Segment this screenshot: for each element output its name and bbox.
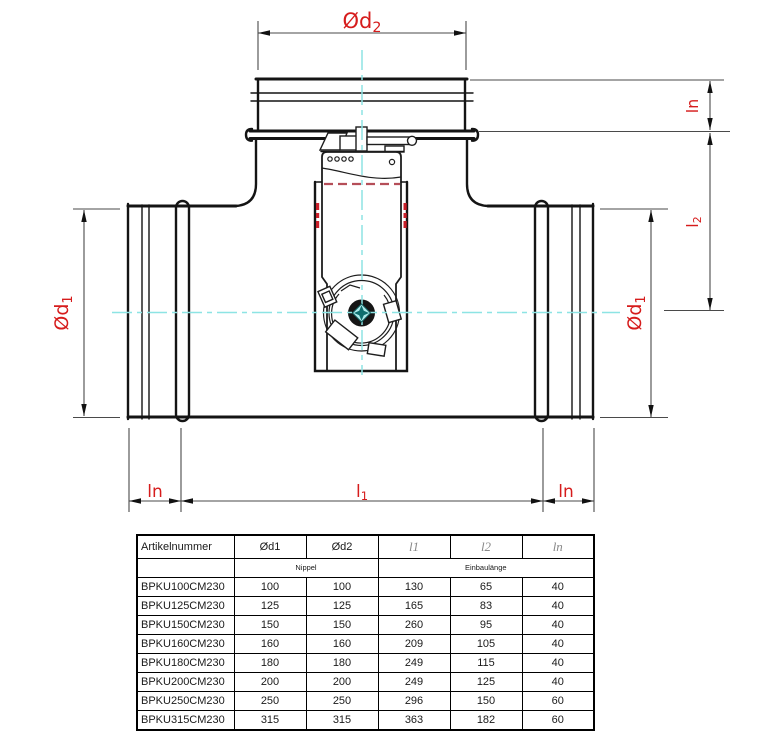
value-cell: 315 [234,711,306,731]
value-cell: 250 [234,692,306,711]
col-header-artikelnummer: Artikelnummer [137,535,234,559]
value-cell: 180 [306,654,378,673]
red-marking-left [316,203,319,228]
value-cell: 165 [378,597,450,616]
value-cell: 200 [306,673,378,692]
value-cell: 160 [306,635,378,654]
article-number-cell: BPKU150CM230 [137,616,234,635]
value-cell: 40 [522,578,594,597]
table-row [137,597,594,616]
lever-knob [408,136,417,145]
spec-table [136,534,595,731]
dim-label-d1-left: $Ød_1$ [51,295,76,331]
value-cell: 249 [378,654,450,673]
value-cell: 315 [306,711,378,731]
dimension-l2 [664,133,724,311]
table-row [137,635,594,654]
value-cell: 150 [306,616,378,635]
value-cell: 209 [378,635,450,654]
article-number-cell: BPKU315CM230 [137,711,234,731]
value-cell: 125 [306,597,378,616]
value-cell: 115 [450,654,522,673]
table-row [137,616,594,635]
value-cell: 100 [306,578,378,597]
dim-label-d1-right: $Ød_1$ [624,295,649,331]
right-rolled-bead [535,201,548,421]
value-cell: 160 [234,635,306,654]
dim-label-l2: l2 [683,216,704,228]
dim-label-ln-bottom-right: ln [558,482,574,502]
value-cell: 100 [234,578,306,597]
table-row [137,692,594,711]
table-row [137,711,594,731]
value-cell: 296 [378,692,450,711]
red-marking-right [404,203,407,228]
article-number-cell: BPKU125CM230 [137,597,234,616]
value-cell: 125 [234,597,306,616]
left-rolled-bead [176,201,189,421]
dim-label-ln-right: ln [683,98,702,114]
col-header-l2: l2 [450,535,522,559]
dim-label-ln-bottom-left: ln [147,482,163,502]
value-cell: 125 [450,673,522,692]
left-shoulder [235,140,256,206]
col-header-d1: Ød1 [234,535,306,559]
dim-label-d2: Ød2 [342,9,382,36]
value-cell: 40 [522,673,594,692]
value-cell: 83 [450,597,522,616]
value-cell: 180 [234,654,306,673]
value-cell: 60 [522,692,594,711]
value-cell: 60 [522,711,594,731]
dim-label-l1: l1 [355,482,369,503]
dimension-bottom [129,428,594,512]
value-cell: 40 [522,616,594,635]
value-cell: 150 [450,692,522,711]
subheader-einbaulaenge: Einbaulänge [378,559,594,578]
value-cell: 95 [450,616,522,635]
value-cell: 363 [378,711,450,731]
clamp-bottom [367,343,386,357]
article-number-cell: BPKU160CM230 [137,635,234,654]
value-cell: 182 [450,711,522,731]
value-cell: 150 [234,616,306,635]
value-cell: 40 [522,597,594,616]
actuator [315,127,417,371]
article-number-cell: BPKU250CM230 [137,692,234,711]
article-number-cell: BPKU180CM230 [137,654,234,673]
value-cell: 200 [234,673,306,692]
col-header-l1: l1 [378,535,450,559]
right-shoulder [467,140,488,206]
subheader-nippel: Nippel [234,559,378,578]
value-cell: 65 [450,578,522,597]
value-cell: 249 [378,673,450,692]
table-row [137,578,594,597]
article-number-cell: BPKU200CM230 [137,673,234,692]
subheader-row [137,559,594,578]
table-row [137,654,594,673]
value-cell: 130 [378,578,450,597]
dimension-ln-right [470,80,730,132]
dimension-d1-left [51,209,120,418]
article-number-cell: BPKU100CM230 [137,578,234,597]
value-cell: 40 [522,635,594,654]
lever-arm [367,137,409,145]
value-cell: 40 [522,654,594,673]
table-row [137,673,594,692]
col-header-d2: Ød2 [306,535,378,559]
table-body [137,578,594,731]
col-header-ln: ln [522,535,594,559]
value-cell: 105 [450,635,522,654]
header-row [137,535,594,559]
value-cell: 260 [378,616,450,635]
value-cell: 250 [306,692,378,711]
subheader-empty [137,559,234,578]
